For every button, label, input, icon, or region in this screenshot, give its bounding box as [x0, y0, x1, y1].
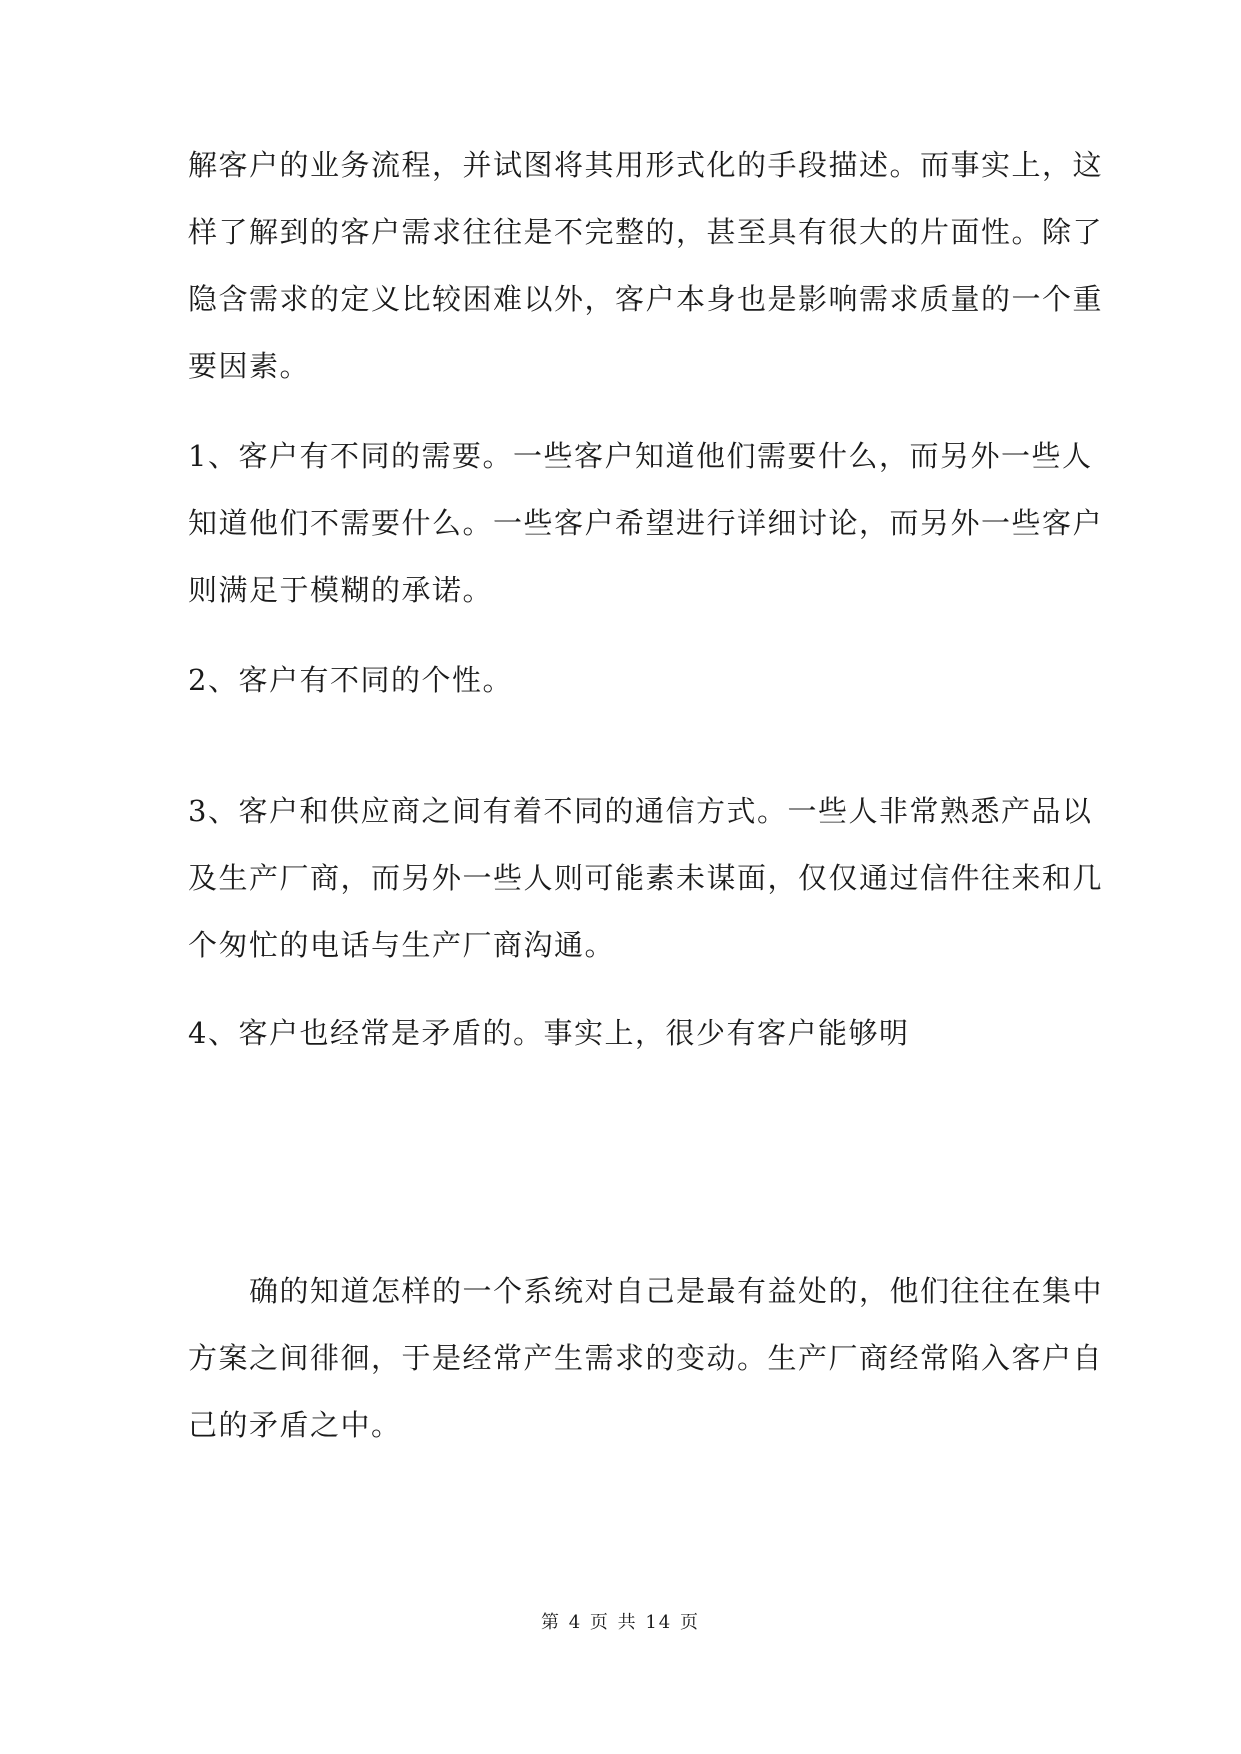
paragraph-intro [188, 132, 1104, 400]
paragraph-continuation [188, 1258, 1104, 1459]
text-line: 2、客户有不同的个性。 [188, 663, 513, 697]
paragraph-item-2 [188, 647, 1058, 714]
text-line: 隐含需求的定义比较困难以外，客户本身也是影响需求质量的一个重 [188, 282, 1104, 316]
text-line: 要因素。 [188, 349, 311, 383]
text-line: 样了解到的客户需求往往是不完整的，甚至具有很大的片面性。除了 [188, 215, 1104, 249]
paragraph-item-1 [188, 423, 1104, 624]
paragraph-item-3 [188, 778, 1104, 979]
text-line: 则满足于模糊的承诺。 [188, 573, 494, 607]
text-line: 个匆忙的电话与生产厂商沟通。 [188, 928, 616, 962]
text-line: 4、客户也经常是矛盾的。事实上，很少有客户能够明 [188, 1016, 910, 1050]
text-line: 方案之间徘徊，于是经常产生需求的变动。生产厂商经常陷入客户自 [188, 1341, 1104, 1375]
paragraph-item-4 [188, 1000, 1058, 1067]
text-line: 3、客户和供应商之间有着不同的通信方式。一些人非常熟悉产品以 [188, 794, 1093, 828]
page-footer: 第 4 页 共 14 页 [541, 1612, 700, 1633]
text-line: 1、客户有不同的需要。一些客户知道他们需要什么，而另外一些人 [188, 439, 1093, 473]
text-line: 己的矛盾之中。 [188, 1408, 402, 1442]
text-line: 解客户的业务流程，并试图将其用形式化的手段描述。而事实上，这 [188, 148, 1104, 182]
text-line: 确的知道怎样的一个系统对自己是最有益处的，他们往往在集中 [188, 1274, 1104, 1308]
text-line: 知道他们不需要什么。一些客户希望进行详细讨论，而另外一些客户 [188, 506, 1104, 540]
text-line: 及生产厂商，而另外一些人则可能素未谋面，仅仅通过信件往来和几 [188, 861, 1104, 895]
